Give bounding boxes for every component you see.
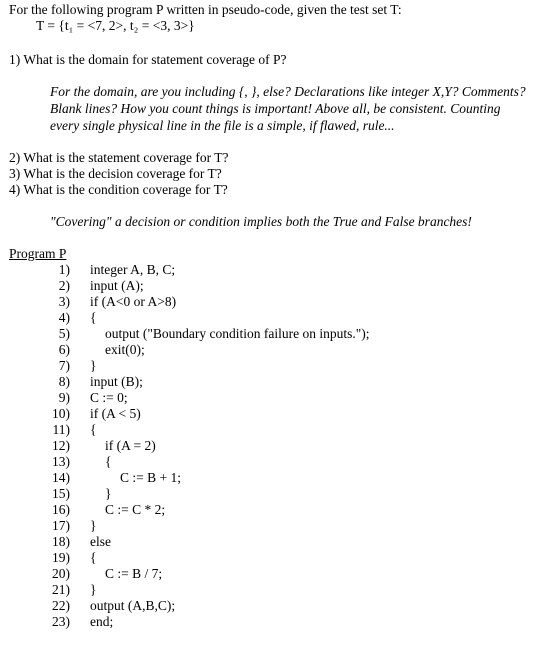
code-line-number: 11) <box>52 422 70 437</box>
note-line-1: For the domain, are you including {, }, else? Declarations like integer X,Y? Comments? <box>50 84 526 99</box>
code-line-text: { <box>90 310 97 325</box>
coverage-note: "Covering" a decision or condition implies both the True and False branches! <box>50 214 472 229</box>
code-line-number: 7) <box>58 358 70 373</box>
question-1: 1) What is the domain for statement coverage of P? <box>9 52 287 67</box>
code-line-number: 6) <box>58 342 70 357</box>
code-line-text: end; <box>90 614 114 629</box>
code-line-number: 22) <box>52 598 70 613</box>
code-line-number: 17) <box>52 518 70 533</box>
code-line-number: 8) <box>58 374 70 389</box>
code-line-text: else <box>90 534 111 549</box>
code-line-text: { <box>90 422 97 437</box>
code-line-text: C := B / 7; <box>105 566 163 581</box>
code-line-text: output (A,B,C); <box>90 598 176 613</box>
code-line-text: { <box>105 454 112 469</box>
code-line-text: exit(0); <box>105 342 145 357</box>
code-line-text: input (B); <box>90 374 143 389</box>
code-line-text: if (A = 2) <box>105 438 156 453</box>
code-line-number: 23) <box>52 614 70 629</box>
code-line-number: 9) <box>58 390 70 405</box>
code-line-number: 12) <box>52 438 70 453</box>
code-line-number: 10) <box>52 406 70 421</box>
code-line-number: 16) <box>52 502 70 517</box>
code-line-number: 2) <box>58 278 70 293</box>
test-set: T = {t₁ = <7, 2>, t₂ = <3, 3>} <box>36 18 195 33</box>
code-line-text: } <box>90 358 97 373</box>
code-line-number: 18) <box>52 534 70 549</box>
question-3: 3) What is the decision coverage for T? <box>9 166 222 181</box>
code-line-text: { <box>90 550 97 565</box>
note-line-2: Blank lines? How you count things is important! Above all, be consistent. Counting <box>50 101 501 116</box>
code-line-text: } <box>90 518 97 533</box>
code-line-number: 5) <box>58 326 70 341</box>
intro-text: For the following program P written in pseudo-code, given the test set T: <box>9 2 402 17</box>
code-line-number: 3) <box>58 294 70 309</box>
code-line-number: 1) <box>58 262 70 277</box>
question-4: 4) What is the condition coverage for T? <box>9 182 228 197</box>
code-line-number: 14) <box>52 470 70 485</box>
code-line-text: } <box>105 486 112 501</box>
code-line-text: C := C * 2; <box>105 502 166 517</box>
program-title: Program P <box>9 246 67 261</box>
code-line-text: } <box>90 582 97 597</box>
code-line-text: C := B + 1; <box>120 470 181 485</box>
code-line-text: input (A); <box>90 278 144 293</box>
code-line-text: output ("Boundary condition failure on inputs."); <box>105 326 370 341</box>
code-line-text: if (A < 5) <box>90 406 141 421</box>
code-line-text: if (A<0 or A>8) <box>90 294 177 309</box>
code-line-text: integer A, B, C; <box>90 262 176 277</box>
code-line-number: 13) <box>52 454 70 469</box>
code-line-number: 19) <box>52 550 70 565</box>
code-line-number: 15) <box>52 486 70 501</box>
code-line-number: 20) <box>52 566 70 581</box>
question-2: 2) What is the statement coverage for T? <box>9 150 229 165</box>
code-line-number: 4) <box>58 310 70 325</box>
code-line-number: 21) <box>52 582 70 597</box>
code-line-text: C := 0; <box>90 390 128 405</box>
note-line-3: every single physical line in the file is a simple, if flawed, rule... <box>50 118 395 133</box>
